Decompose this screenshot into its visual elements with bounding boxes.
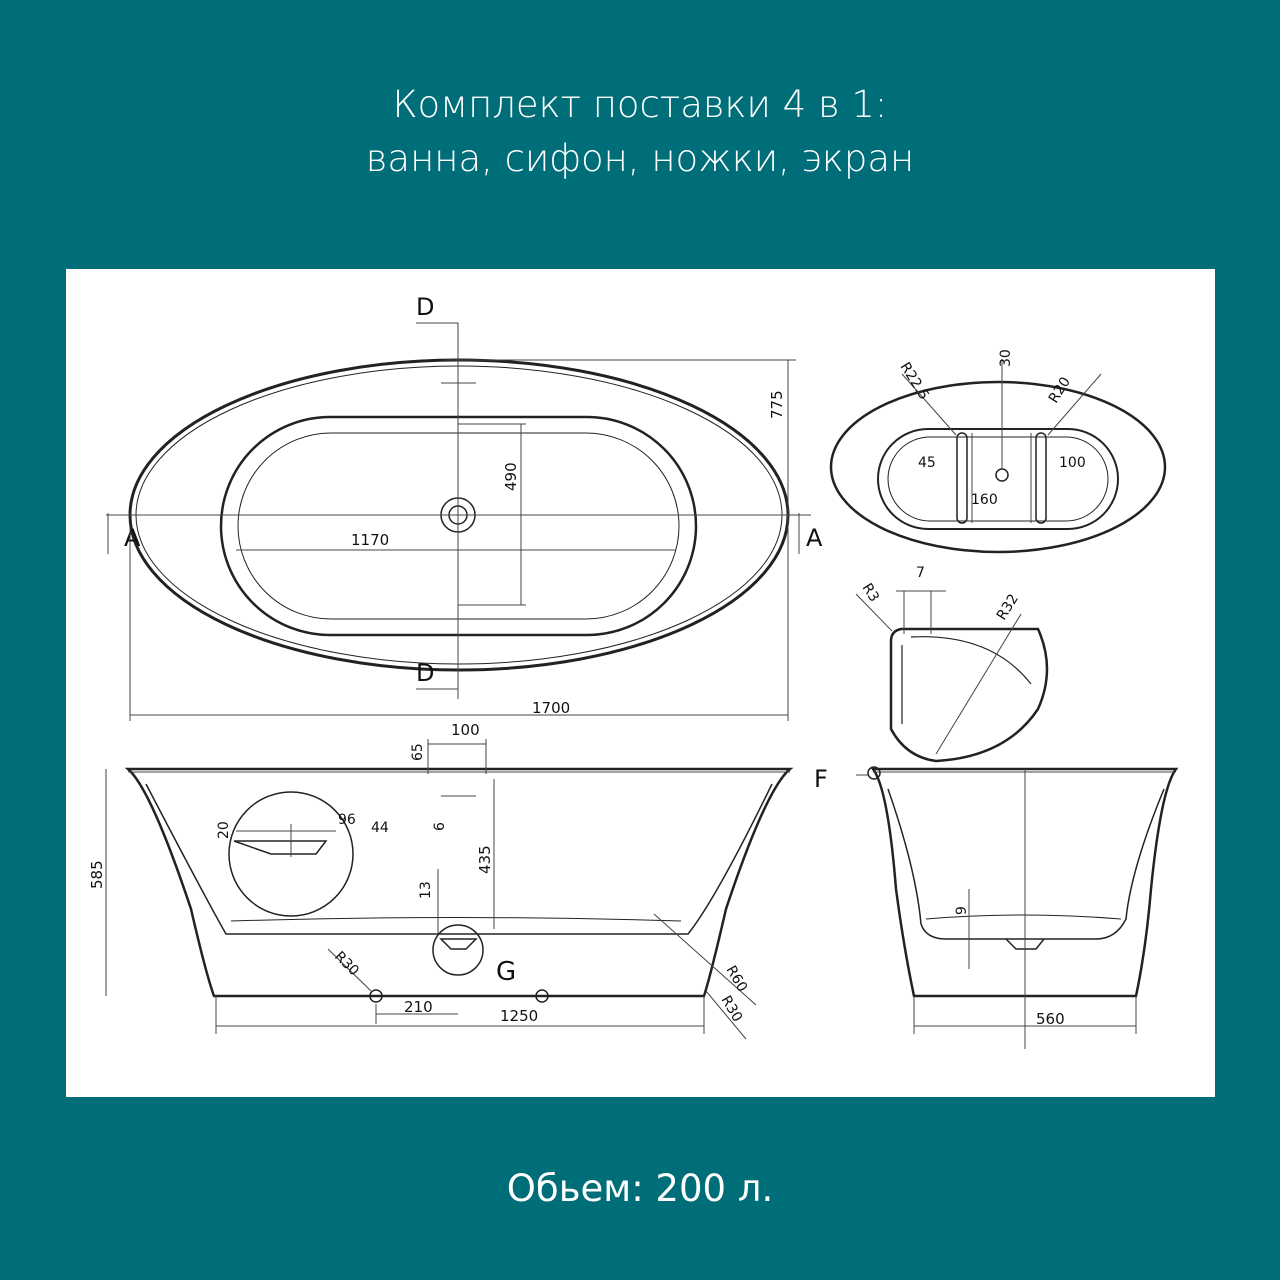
rim-r3: R3 — [858, 580, 883, 605]
dim-775: 775 — [768, 390, 786, 419]
dim-585: 585 — [88, 860, 106, 889]
drain-r-20: R20 — [1045, 374, 1074, 407]
side-label-g: G — [496, 957, 517, 987]
side-dim-1250: 1250 — [500, 1007, 539, 1025]
end-dim-560: 560 — [1036, 1010, 1065, 1028]
technical-drawing-panel — [66, 269, 1215, 1097]
section-d-top-label: D — [416, 293, 435, 321]
side-dim-100: 100 — [451, 721, 480, 739]
side-r30-left: R30 — [331, 948, 362, 980]
side-dim-435: 435 — [476, 845, 494, 874]
drain-dim-30: 30 — [998, 349, 1014, 367]
section-d-bottom-label: D — [416, 659, 435, 687]
side-r60: R60 — [722, 963, 751, 995]
drain-r-22-5: R22.5 — [896, 359, 932, 403]
side-view — [88, 721, 790, 1039]
side-dim-6: 6 — [432, 822, 448, 831]
end-view — [814, 765, 1176, 1049]
technical-drawing — [66, 269, 1215, 1097]
drain-dim-160: 160 — [971, 492, 998, 508]
volume-caption: Обьем: 200 л. — [506, 1167, 774, 1210]
side-dim-210: 210 — [404, 998, 433, 1016]
header-line-1: Комплект поставки 4 в 1: — [392, 83, 888, 126]
detail-dim-44: 44 — [371, 820, 389, 836]
section-a-left-label: A — [124, 524, 141, 552]
drain-dim-45: 45 — [918, 455, 936, 471]
rim-dim-7: 7 — [916, 565, 925, 581]
side-dim-65: 65 — [410, 743, 426, 761]
side-dim-13: 13 — [418, 881, 434, 899]
detail-dim-96: 96 — [338, 812, 356, 828]
section-a-right-label: A — [806, 524, 823, 552]
dim-1700: 1700 — [532, 699, 571, 717]
dim-1170: 1170 — [351, 531, 390, 549]
header-line-2: ванна, сифон, ножки, экран — [365, 137, 915, 180]
header-title — [0, 78, 1280, 186]
rim-detail — [856, 565, 1047, 761]
side-r30-right: R30 — [717, 993, 746, 1025]
dim-490: 490 — [502, 462, 520, 491]
top-view — [106, 293, 823, 721]
rim-r32: R32 — [993, 591, 1022, 624]
detail-dim-20: 20 — [216, 821, 232, 839]
drain-detail — [831, 349, 1165, 552]
end-dim-9: 9 — [954, 906, 970, 915]
drain-dim-100: 100 — [1059, 455, 1086, 471]
end-label-f: F — [814, 765, 828, 793]
